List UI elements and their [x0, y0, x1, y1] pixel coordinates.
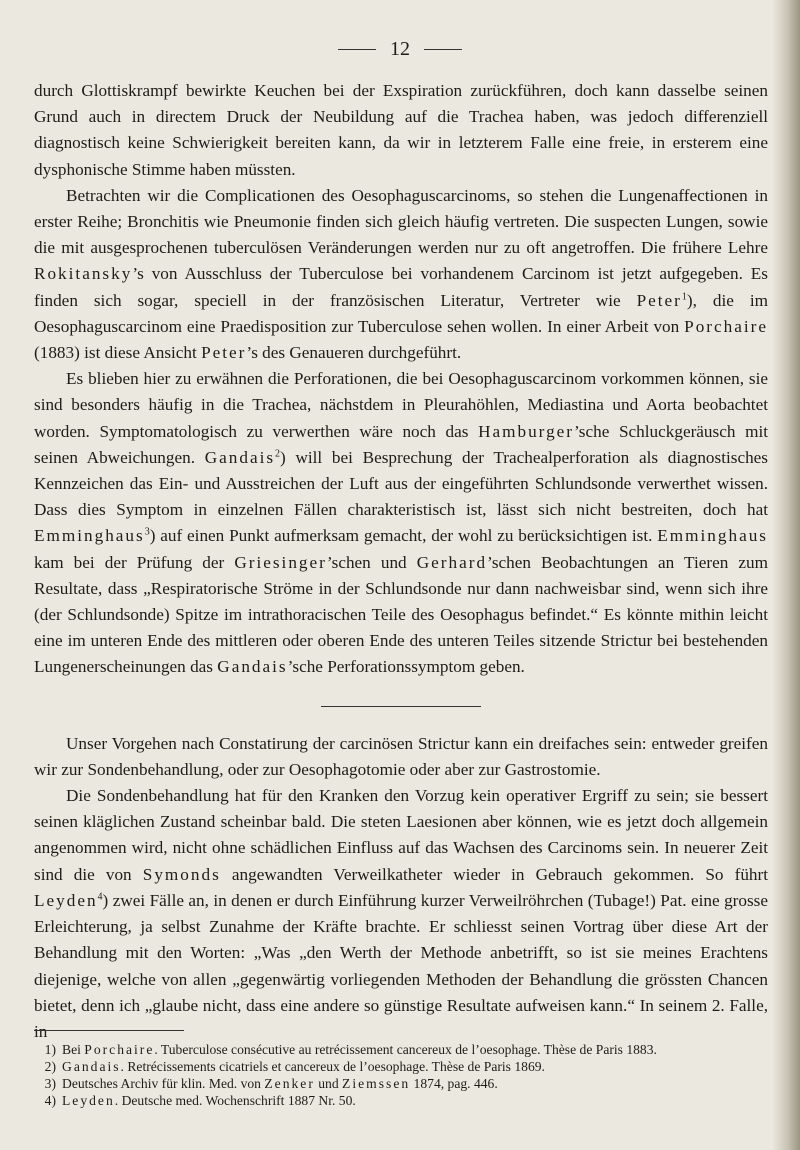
footnote-ref: 1 — [681, 290, 687, 302]
body-text — [34, 78, 768, 1045]
text-run: ’schen Beobachtungen an Tieren zum Resultate, dass „Respiratorische Ströme in der Schlundsonde nur dann nachweisbar sind, wenn sich ihre (der Schlundsonde) Spitze im intrathoracischen Teile des Oesophagus befindet.“ Es könnte mithin leicht eine im unteren Ende des mittleren oder oberen Ende des unteren Teiles sitzende Strictur bei bestehenden Lungenerscheinungen das — [34, 552, 768, 677]
text-run: Deutsches Archiv für klin. Med. von — [62, 1076, 265, 1091]
header-dash-left — [338, 49, 376, 50]
paragraph — [34, 366, 768, 680]
text-run: ’sche Perforationssymptom geben. — [287, 657, 525, 677]
text-run: Betrachten wir die Complicationen des Oesophaguscarcinoms, so stehen die Lungenaffectionen in erster Reihe; Bronchitis wie Pneumonie finden sich gleich häufig vertreten. Die suspecten Lungen, sowie die mit ausgesprochenen tuberculösen Veränderungen werden nur zu oft angetroffen. Die frühere Lehre — [34, 185, 768, 258]
text-run: ’schen und — [326, 552, 417, 572]
text-run: ) zwei Fälle an, in denen er durch Einführung kurzer Verweilröhrchen (Tubage!) Pat. eine grosse Erleichterung, ja selbst Zunahme der Kräfte brachte. Er schliesst seinen Vortrag über diese Art der Behandlung mit den Worten: „Was „den Werth der Methode anbetrifft, so ist sie meines Erachtens diejenige, welche von allen „gegenwärtig vorliegenden Methoden der Behandlung die grössten Chancen bietet, denn ich „glaube nicht, dass eine andere so günstige Resultate aufweisen kann.“ In seinem 2. Falle, in — [34, 890, 768, 1041]
text-run: . Deutsche med. Wochenschrift 1887 Nr. 50. — [114, 1093, 356, 1108]
text-run: Es blieben hier zu erwähnen die Perforationen, die bei Oesophaguscarcinom vorkommen können, sie sind besonders häufig in die Trachea, nächstdem in Pleurahöhlen, Mediastina und Aorta beobachtet worden. Symptomatologisch zu verwerthen wäre noch das — [34, 369, 768, 441]
author-name: Gandais — [204, 447, 276, 467]
text-run: 1874, pag. 446. — [410, 1076, 498, 1091]
author-name: Gandais — [217, 657, 288, 677]
footnote-number: 3) — [44, 1076, 56, 1091]
author-name: Hamburger — [478, 421, 575, 441]
footnote-text — [62, 1059, 545, 1074]
text-run: Die Sondenbehandlung hat für den Kranken den Vorzug kein operativer Ergriff zu sein; sie bessert seinen kläglichen Zustand scheinbar bald. Die steten Laesionen aber können, wie es jetzt doch allgemein angenommen wird, nicht ohne schädlichen Einfluss auf das Wachsen des Carcinoms sein. In neuerer Zeit sind die von — [34, 786, 768, 884]
footnote-number: 4) — [44, 1093, 56, 1108]
paragraph — [34, 78, 768, 183]
author-name: Peter — [201, 343, 247, 363]
text-run: ) auf einen Punkt aufmerksam gemacht, der wohl zu berücksichtigen ist. — [149, 526, 658, 546]
page-header — [0, 38, 800, 61]
author-name: Ziemssen — [342, 1076, 411, 1091]
text-run: ’s von Ausschluss der Tuberculose bei vorhandenem Carcinom ist jetzt aufgegeben. Es finden sich sogar, speciell in der französischen Literatur, Vertreter wie — [34, 264, 768, 310]
footnote-number: 1) — [44, 1042, 56, 1057]
section-divider — [321, 706, 481, 707]
author-name: Porchaire — [684, 316, 768, 336]
footnote-text — [62, 1093, 356, 1108]
footnotes — [34, 1030, 768, 1109]
text-run: ’sche Schluckgeräusch mit seinen Abweichungen. — [34, 421, 768, 467]
footnote — [34, 1075, 768, 1092]
footnote-text — [62, 1042, 657, 1057]
author-name: Leyden — [34, 890, 98, 910]
footnote-ref: 2 — [275, 448, 281, 460]
author-name: Peter — [636, 290, 682, 310]
footnote-ref: 3 — [144, 526, 150, 538]
text-run: Unser Vorgehen nach Constatirung der carcinösen Strictur kann ein dreifaches sein: entweder greifen wir zur Sondenbehandlung, oder zur Oesophagotomie oder aber zur Gastrostomie. — [34, 733, 768, 779]
author-name: Symonds — [142, 864, 221, 884]
paragraph — [34, 783, 768, 1045]
text-run: ), die im Oesophaguscarcinom eine Praedisposition zur Tuberculose sehen wollen. In einer Arbeit von — [34, 290, 768, 336]
author-name: Rokitansky — [34, 264, 133, 284]
footnote-text — [62, 1076, 498, 1091]
author-name: Leyden — [62, 1093, 115, 1108]
text-run: . Retrécissements cicatriels et cancereux de l’oesophage. Thèse de Paris 1869. — [120, 1059, 545, 1074]
footnote — [34, 1092, 768, 1109]
footnote-number: 2) — [44, 1059, 56, 1074]
text-run: durch Glottiskrampf bewirkte Keuchen bei der Exspiration zurückführen, doch kann dasselbe seinen Grund auch in directem Druck der Neubildung auf die Trachea haben, was jedoch differenziell diagnostisch keine Schwierigkeit bereiten kann, da wir in letzterem Falle eine freie, in ersterem eine dysphonische Stimme haben müssten. — [34, 81, 768, 179]
text-run: Bei — [62, 1042, 85, 1057]
text-run: kam bei der Prüfung der — [34, 552, 235, 572]
footnote-rule — [34, 1030, 184, 1031]
footnote — [34, 1041, 768, 1058]
author-name: Emminghaus — [34, 526, 145, 546]
paragraph — [34, 731, 768, 783]
author-name: Zenker — [264, 1076, 315, 1091]
text-run: angewandten Verweilkatheter wieder in Gebrauch gekommen. So führt — [220, 864, 768, 884]
author-name: Porchaire — [84, 1042, 155, 1057]
author-name: Gandais — [62, 1059, 121, 1074]
author-name: Emminghaus — [657, 526, 768, 546]
author-name: Griesinger — [234, 552, 327, 572]
text-run: und — [314, 1076, 343, 1091]
text-run: (1883) ist diese Ansicht — [34, 343, 202, 363]
text-run: . Tuberculose consécutive au retrécissement cancereux de l’oesophage. Thèse de Paris 1883. — [154, 1042, 657, 1057]
header-dash-right — [424, 49, 462, 50]
text-run: ) will bei Besprechung der Trachealperforation als diagnostisches Kennzeichen das Ein- und Ausstreichen der Luft aus der eingeführten Schlundsonde verwerthet wissen. Dass dies Symptom in einzelnen Fällen charakteristisch ist, lässt sich nicht bestreiten, doch hat — [34, 447, 768, 520]
footnote — [34, 1058, 768, 1075]
page-edge-shadow — [772, 0, 800, 1150]
footnote-ref: 4 — [97, 891, 103, 903]
paragraph — [34, 183, 768, 366]
page-number: 12 — [390, 38, 410, 60]
author-name: Gerhard — [416, 552, 488, 572]
text-run: ’s des Genaueren durchgeführt. — [246, 343, 462, 363]
